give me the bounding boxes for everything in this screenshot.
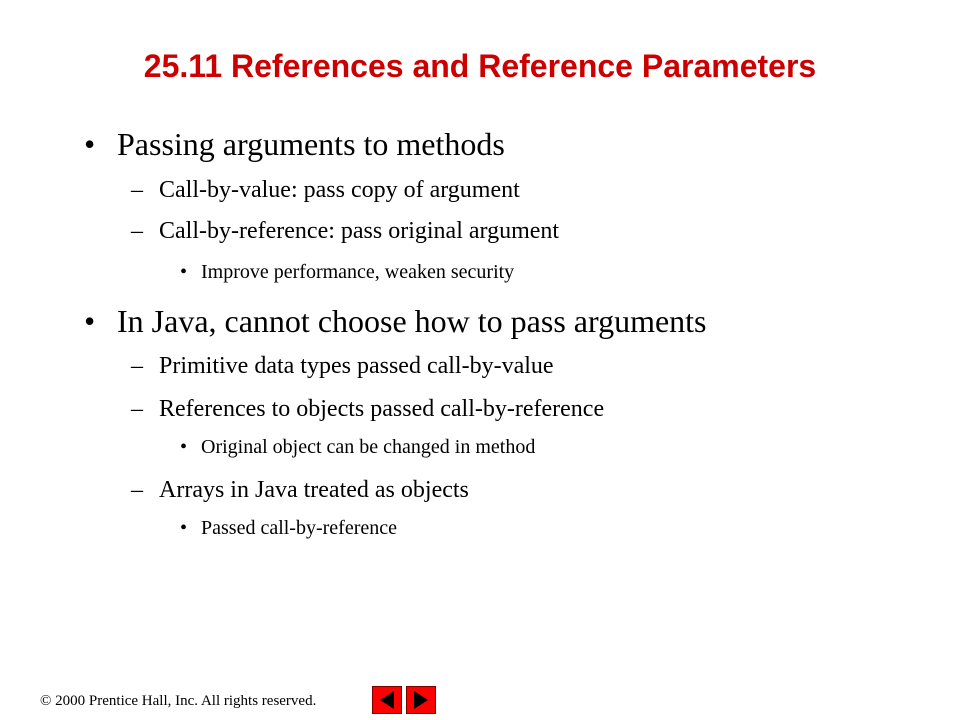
footer-text: 2000 Prentice Hall, Inc. All rights reserved. xyxy=(55,693,317,709)
bullet-marker: – xyxy=(131,477,143,503)
bullet-marker: • xyxy=(180,261,188,283)
bullet-text: In Java, cannot choose how to pass arguments xyxy=(117,303,707,339)
bullet-text: Improve performance, weaken security xyxy=(201,261,515,283)
bullet-marker: – xyxy=(131,396,143,422)
bullet-text: Primitive data types passed call-by-value xyxy=(159,353,554,379)
bullet-text: Original object can be changed in method xyxy=(201,436,536,458)
bullet-text: References to objects passed call-by-reference xyxy=(159,396,605,422)
bullet-text: Passing arguments to methods xyxy=(117,126,505,162)
slide-title: 25.11 References and Reference Parameters xyxy=(143,48,817,84)
left-arrow-icon xyxy=(373,687,401,713)
bullet-text: Call-by-reference: pass original argument xyxy=(159,218,560,244)
bullet-marker: • xyxy=(84,126,96,162)
bullet-marker: – xyxy=(131,177,143,203)
copyright-symbol: © xyxy=(40,693,52,709)
bullet-text: Arrays in Java treated as objects xyxy=(159,477,469,503)
footer-copyright xyxy=(40,694,316,709)
bullet-text: Call-by-value: pass copy of argument xyxy=(159,177,520,203)
bullet-marker: • xyxy=(84,303,96,339)
previous-slide-button[interactable] xyxy=(372,686,402,714)
bullet-text: Passed call-by-reference xyxy=(201,517,397,539)
bullet-marker: • xyxy=(180,436,188,458)
next-slide-button[interactable] xyxy=(406,686,436,714)
bullet-marker: – xyxy=(131,218,143,244)
bullet-marker: • xyxy=(180,517,188,539)
bullet-marker: – xyxy=(131,353,143,379)
right-arrow-icon xyxy=(407,687,435,713)
